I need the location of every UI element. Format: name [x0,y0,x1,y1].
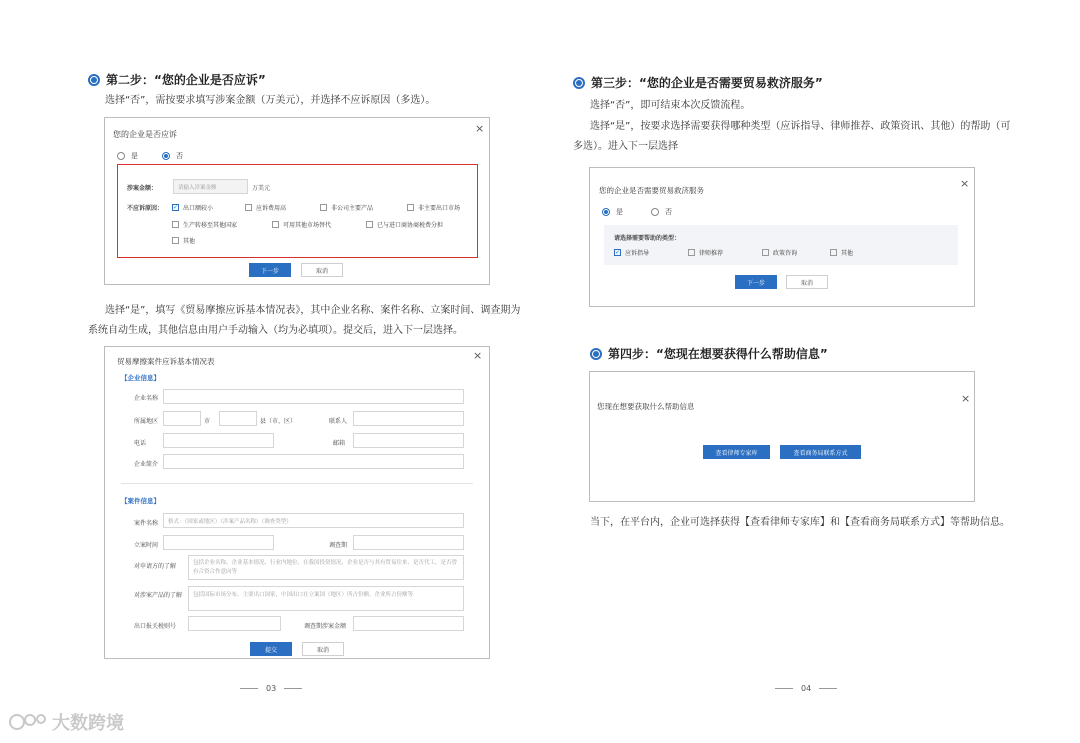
help-type-panel [604,225,958,265]
reason-label: 不应诉原因： [127,205,164,212]
cancel-button[interactable]: 取消 [301,263,343,277]
reason-checkbox[interactable]: ✓ 出口额较小 [172,203,214,212]
close-icon[interactable]: × [475,122,485,135]
intro-input[interactable] [163,454,464,469]
amount-unit: 万美元 [252,185,271,192]
amount-label: 涉案金额： [127,185,158,192]
case-form-dialog [104,346,490,659]
help-checkbox[interactable]: ✓ 应诉指导 [614,248,650,257]
help-checkbox[interactable]: 律师推荐 [688,248,723,257]
step2-description: 选择“否”，需按要求填写涉案金额（万美元），并选择不应诉原因（多选）。 [105,95,436,106]
filing-time-input[interactable] [163,535,274,550]
email-label: 邮箱 [333,440,346,447]
period-amount-input[interactable] [353,616,464,631]
relief-radio-group [602,207,672,217]
period-input[interactable] [353,535,464,550]
radio-yes[interactable]: 是 [117,151,138,161]
step2-heading [88,71,266,88]
respond-radio-group [117,151,183,161]
watermark-text: 大数跨境 [52,713,124,734]
section-divider [121,483,473,484]
closing-text: 当下，在平台内，企业可选择获得【查看律师专家库】和【查看商务局联系方式】等帮助信息。 [590,517,1010,528]
help-checkbox[interactable]: 其他 [830,248,853,257]
step3-title: 第三步：“您的企业是否需要贸易救济服务” [591,76,823,90]
email-input[interactable] [353,433,464,448]
step3-line3: 多选）。进入下一层选择 [573,141,678,152]
period-label: 调查期 [329,542,348,549]
help-checkbox[interactable]: 政策咨询 [762,248,797,257]
bureau-contact-button[interactable]: 查看商务局联系方式 [780,445,861,459]
contact-input[interactable] [353,411,464,426]
step4-heading [590,345,828,362]
region-label: 所属地区 [134,418,159,425]
para2-line2: 系统自动生成，其他信息由用户手动输入（均为必填项）。提交后，进入下一层选择。 [88,325,463,336]
city-input[interactable] [219,411,257,426]
form-title: 贸易摩擦案件应诉基本情况表 [117,357,215,366]
amount-input[interactable]: 请输入涉案金额 [173,179,248,194]
phone-input[interactable] [163,433,274,448]
dialog-title: 您的企业是否应诉 [113,130,177,139]
radio-yes[interactable]: 是 [602,207,623,217]
reason-checkbox[interactable]: 生产转移至其他国家 [172,220,237,229]
intro-label: 企业简介 [134,461,159,468]
relief-dialog [589,167,975,307]
step-bullet-icon [88,74,100,86]
radio-no[interactable]: 否 [162,151,183,161]
watermark-logo-icon [8,711,48,733]
reason-checkbox[interactable]: 非主要出口市场 [407,203,460,212]
filing-time-label: 立案时间 [134,542,159,549]
product-input[interactable]: 包括国际市场分布，主要出口国家，中国出口在立案国（地区）所占份额，企业所占份额等 [188,586,464,611]
company-name-label: 企业名称 [134,395,159,402]
close-icon[interactable]: × [961,392,971,405]
step3-line2: 选择“是”，按要求选择需要获得哪种类型（应诉指导、律师推荐、政策资讯、其他）的帮助（可 [590,121,1011,132]
respond-dialog [104,117,490,285]
page-number-left: 03 [240,684,302,693]
next-button[interactable]: 下一步 [735,275,777,289]
cancel-button[interactable]: 取消 [302,642,344,656]
section-company: 【企业信息】 [121,374,160,382]
product-label: 对涉案产品的了解 [134,592,183,599]
page-number-right: 04 [775,684,837,693]
dialog-title: 您现在想要获取什么帮助信息 [597,402,695,411]
help-info-dialog [589,371,975,502]
close-icon[interactable]: × [473,349,483,362]
reason-checkbox[interactable]: 应诉费用高 [245,203,286,212]
applicant-input[interactable]: 包括企业名称、企业基本情况、行业内地位、在我国投资情况，企业是否与其有贸易往来、是否代工，是否曾有合资合作意向等 [188,555,464,580]
step-bullet-icon [573,77,585,89]
submit-button[interactable]: 提交 [250,642,292,656]
highlight-box [117,164,478,258]
step3-line1: 选择“否”，即可结束本次反馈流程。 [590,100,751,111]
dialog-title: 您的企业是否需要贸易救济服务 [599,186,704,195]
contact-label: 联系人 [329,418,348,425]
tariff-label: 出口报关税则号 [134,623,177,630]
watermark [8,709,124,735]
region-input[interactable] [163,411,201,426]
period-amount-label: 调查期涉案金额 [304,623,347,630]
case-name-input[interactable]: 格式：（国家或地区）（涉案产品名称）（调查类型） [163,513,464,528]
case-name-label: 案件名称 [134,520,159,527]
step-bullet-icon [590,348,602,360]
para2-line1: 选择“是”，填写《贸易摩擦应诉基本情况表》，其中企业名称、案件名称、立案时间、调查期为 [105,305,521,316]
cancel-button[interactable]: 取消 [786,275,828,289]
close-icon[interactable]: × [960,177,970,190]
company-name-input[interactable] [163,389,464,404]
step3-heading [573,74,823,91]
lawyer-library-button[interactable]: 查看律师专家库 [703,445,770,459]
step2-title: 第二步：“您的企业是否应诉” [106,73,266,87]
tariff-input[interactable] [188,616,281,631]
phone-label: 电话 [134,440,147,447]
county-label: 县（市、区） [260,418,297,425]
help-type-label: 请选择需要帮助的类型： [614,235,681,242]
reason-checkbox[interactable]: 可用其他市场替代 [272,220,331,229]
section-case: 【案件信息】 [121,497,160,505]
radio-no[interactable]: 否 [651,207,672,217]
city-label: 市 [204,418,211,425]
reason-checkbox[interactable]: 非公司主要产品 [320,203,373,212]
next-button[interactable]: 下一步 [249,263,291,277]
step4-title: 第四步：“您现在想要获得什么帮助信息” [608,347,828,361]
applicant-label: 对申请方的了解 [134,563,177,570]
reason-checkbox[interactable]: 已与进口商协商税费分担 [366,220,443,229]
reason-checkbox[interactable]: 其他 [172,236,195,245]
